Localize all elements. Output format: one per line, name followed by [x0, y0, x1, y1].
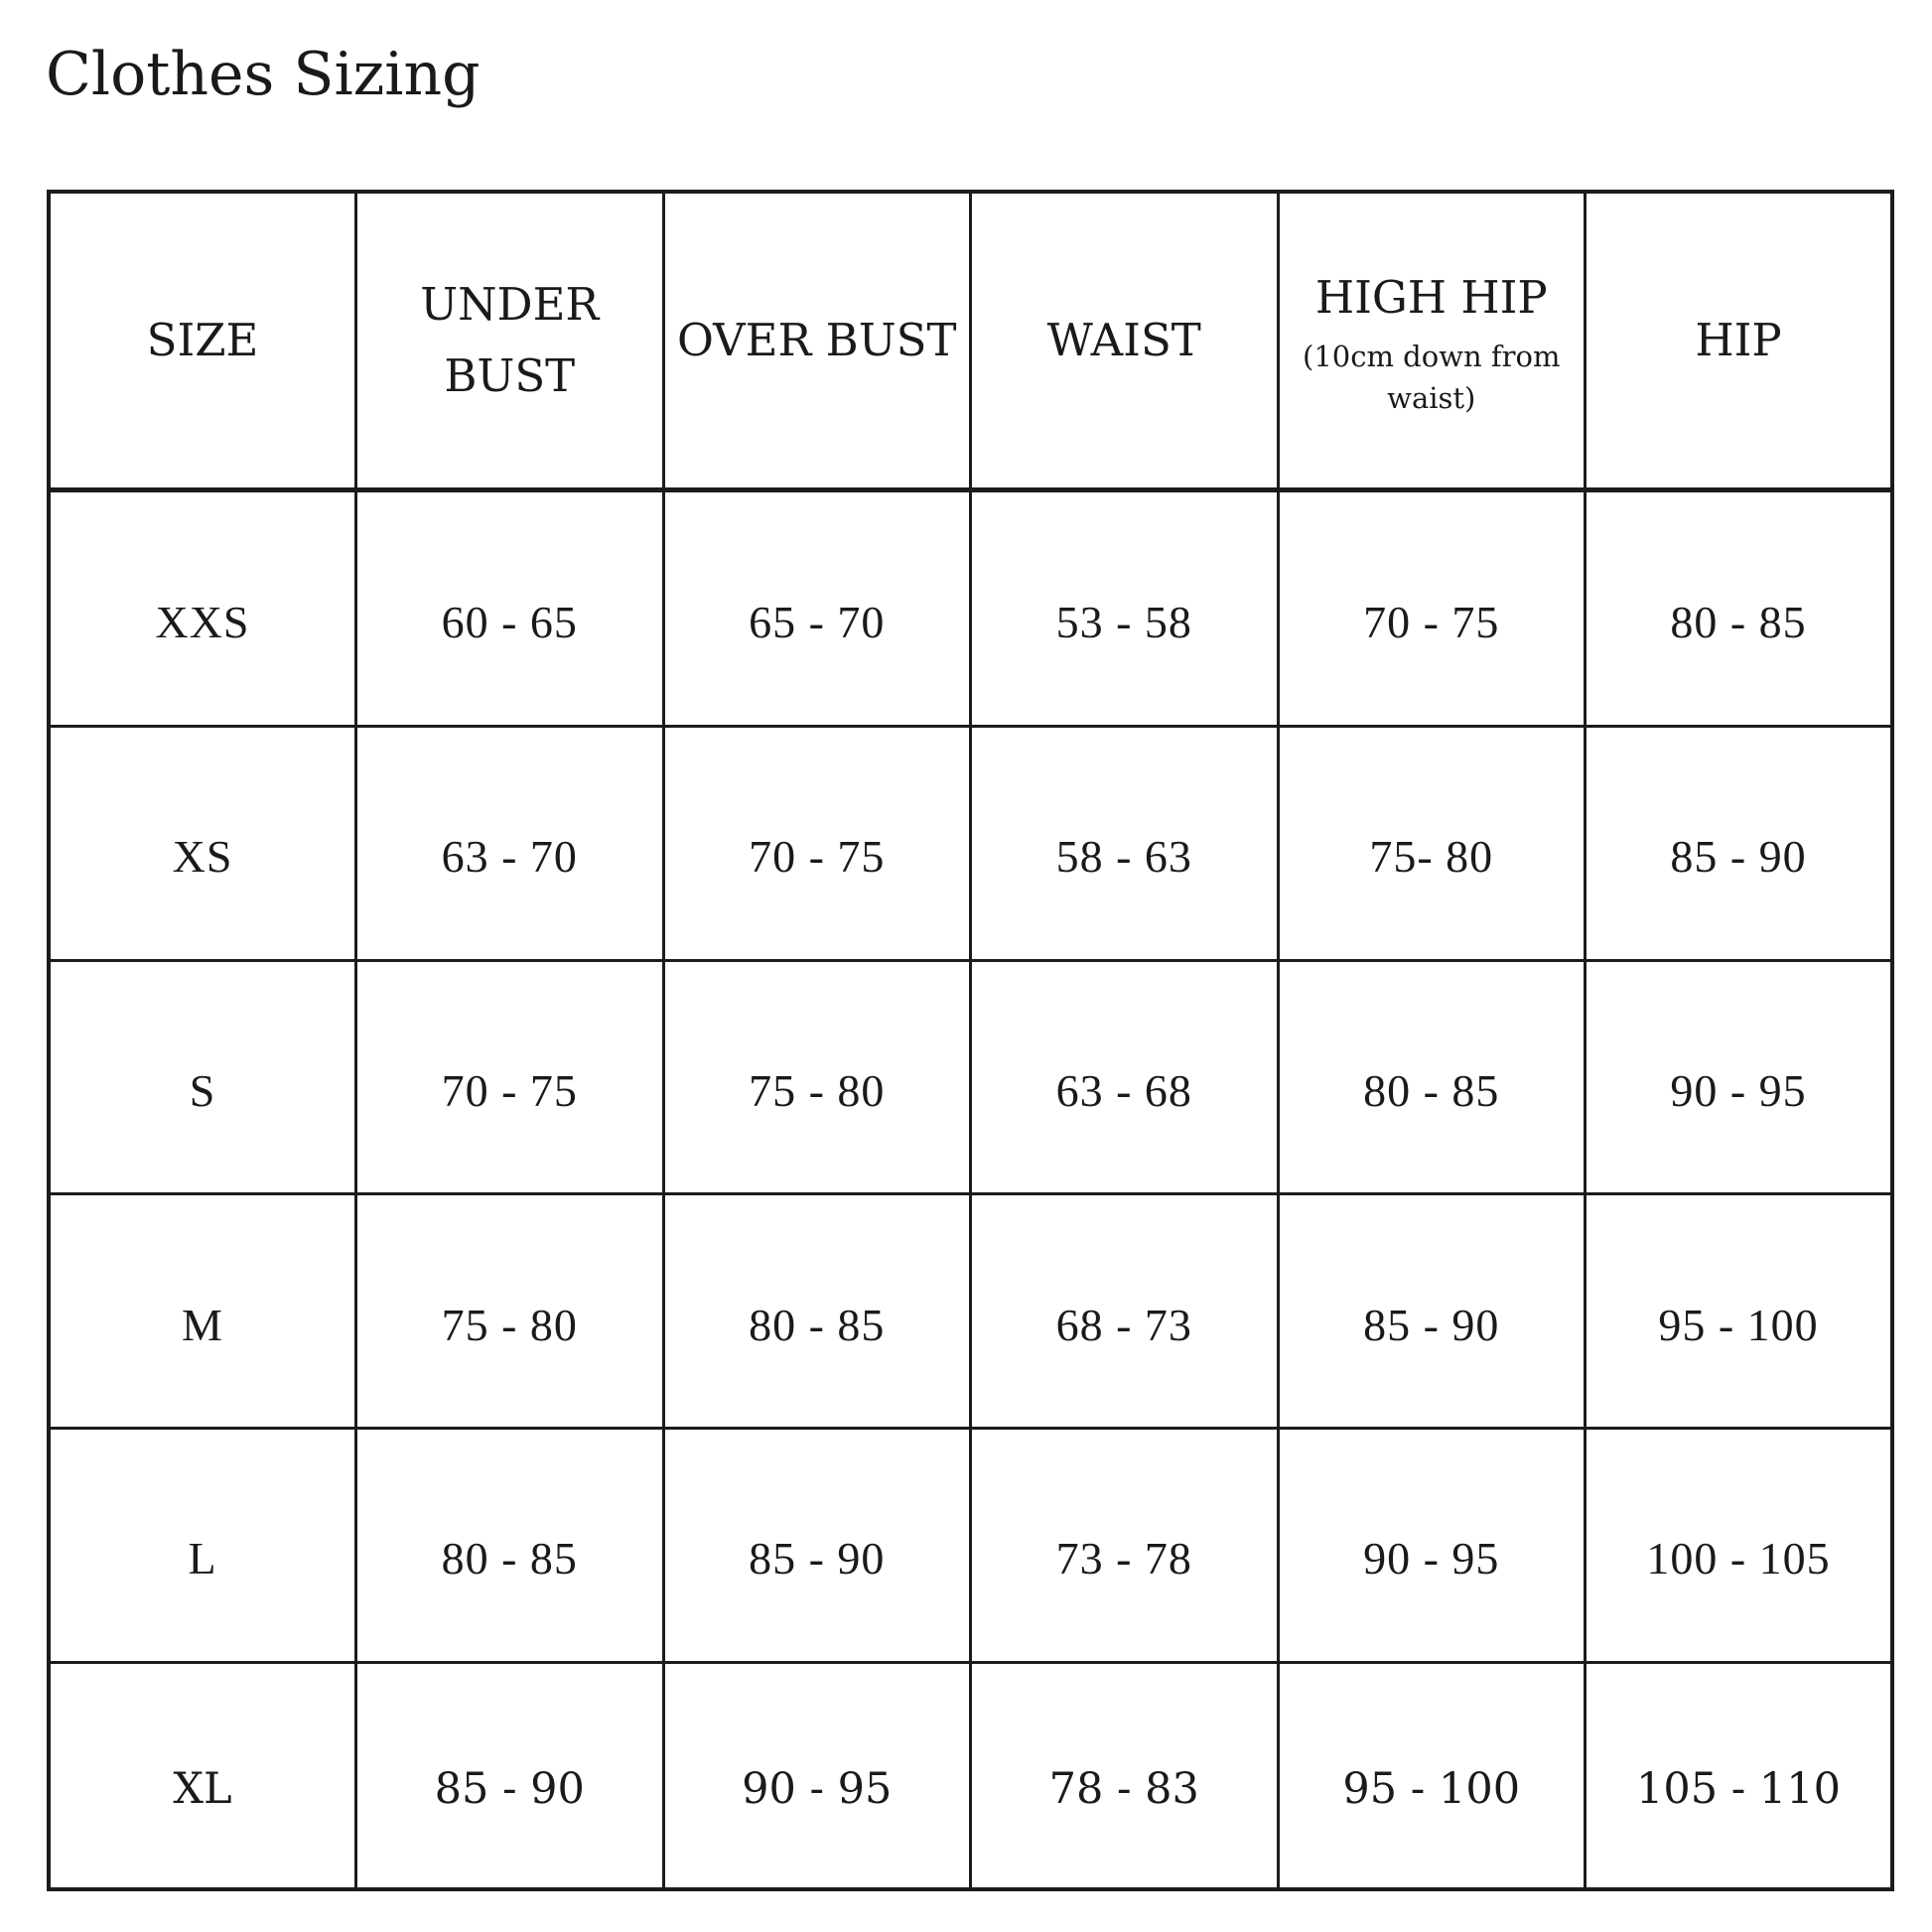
measurement-cell: 90 - 95	[1586, 960, 1893, 1194]
measurement-cell: 95 - 100	[1586, 1194, 1893, 1429]
column-header-over-bust	[663, 192, 971, 489]
measurement-cell: 90 - 95	[663, 1662, 971, 1889]
table-row-xxs	[49, 489, 1892, 726]
measurement-cell: 85 - 90	[1586, 726, 1893, 960]
column-header-waist	[971, 192, 1279, 489]
column-header-waist-label: WAIST	[1046, 313, 1201, 366]
measurement-cell: 75 - 80	[663, 960, 971, 1194]
size-cell: S	[49, 960, 356, 1194]
page-title: Clothes Sizing	[46, 40, 481, 109]
column-header-hip	[1586, 192, 1893, 489]
measurement-cell: 90 - 95	[1278, 1429, 1586, 1663]
size-cell: XL	[49, 1662, 356, 1889]
measurement-cell: 80 - 85	[663, 1194, 971, 1429]
measurement-cell: 78 - 83	[971, 1662, 1279, 1889]
measurement-cell: 70 - 75	[356, 960, 664, 1194]
table-row-l	[49, 1429, 1892, 1663]
column-header-under-bust-label: UNDER BUST	[420, 277, 600, 402]
size-cell: M	[49, 1194, 356, 1429]
column-header-over-bust-label: OVER BUST	[677, 313, 957, 366]
measurement-cell: 85 - 90	[356, 1662, 664, 1889]
measurement-cell: 70 - 75	[1278, 489, 1586, 726]
measurement-cell: 105 - 110	[1586, 1662, 1893, 1889]
measurement-cell: 75 - 80	[356, 1194, 664, 1429]
measurement-cell: 70 - 75	[663, 726, 971, 960]
measurement-cell: 53 - 58	[971, 489, 1279, 726]
column-header-high-hip-label: HIGH HIP	[1314, 270, 1548, 324]
table-row-m	[49, 1194, 1892, 1429]
header-row	[49, 192, 1892, 489]
column-header-high-hip	[1278, 192, 1586, 489]
measurement-cell: 75- 80	[1278, 726, 1586, 960]
measurement-cell: 73 - 78	[971, 1429, 1279, 1663]
column-header-high-hip-note: (10cm down from waist)	[1303, 339, 1561, 415]
table-row-xl	[49, 1662, 1892, 1889]
measurement-cell: 85 - 90	[663, 1429, 971, 1663]
measurement-cell: 58 - 63	[971, 726, 1279, 960]
table-row-s	[49, 960, 1892, 1194]
size-cell: XXS	[49, 489, 356, 726]
measurement-cell: 80 - 85	[1586, 489, 1893, 726]
measurement-cell: 65 - 70	[663, 489, 971, 726]
table-row-xs	[49, 726, 1892, 960]
sizing-table	[47, 190, 1894, 1891]
sizing-table-body	[49, 489, 1892, 1889]
measurement-cell: 68 - 73	[971, 1194, 1279, 1429]
size-cell: L	[49, 1429, 356, 1663]
column-header-under-bust	[356, 192, 664, 489]
measurement-cell: 95 - 100	[1278, 1662, 1586, 1889]
measurement-cell: 100 - 105	[1586, 1429, 1893, 1663]
column-header-size-label: SIZE	[146, 313, 259, 366]
measurement-cell: 80 - 85	[356, 1429, 664, 1663]
measurement-cell: 63 - 68	[971, 960, 1279, 1194]
column-header-size	[49, 192, 356, 489]
size-cell: XS	[49, 726, 356, 960]
measurement-cell: 60 - 65	[356, 489, 664, 726]
measurement-cell: 63 - 70	[356, 726, 664, 960]
measurement-cell: 85 - 90	[1278, 1194, 1586, 1429]
column-header-hip-label: HIP	[1695, 313, 1782, 366]
measurement-cell: 80 - 85	[1278, 960, 1586, 1194]
